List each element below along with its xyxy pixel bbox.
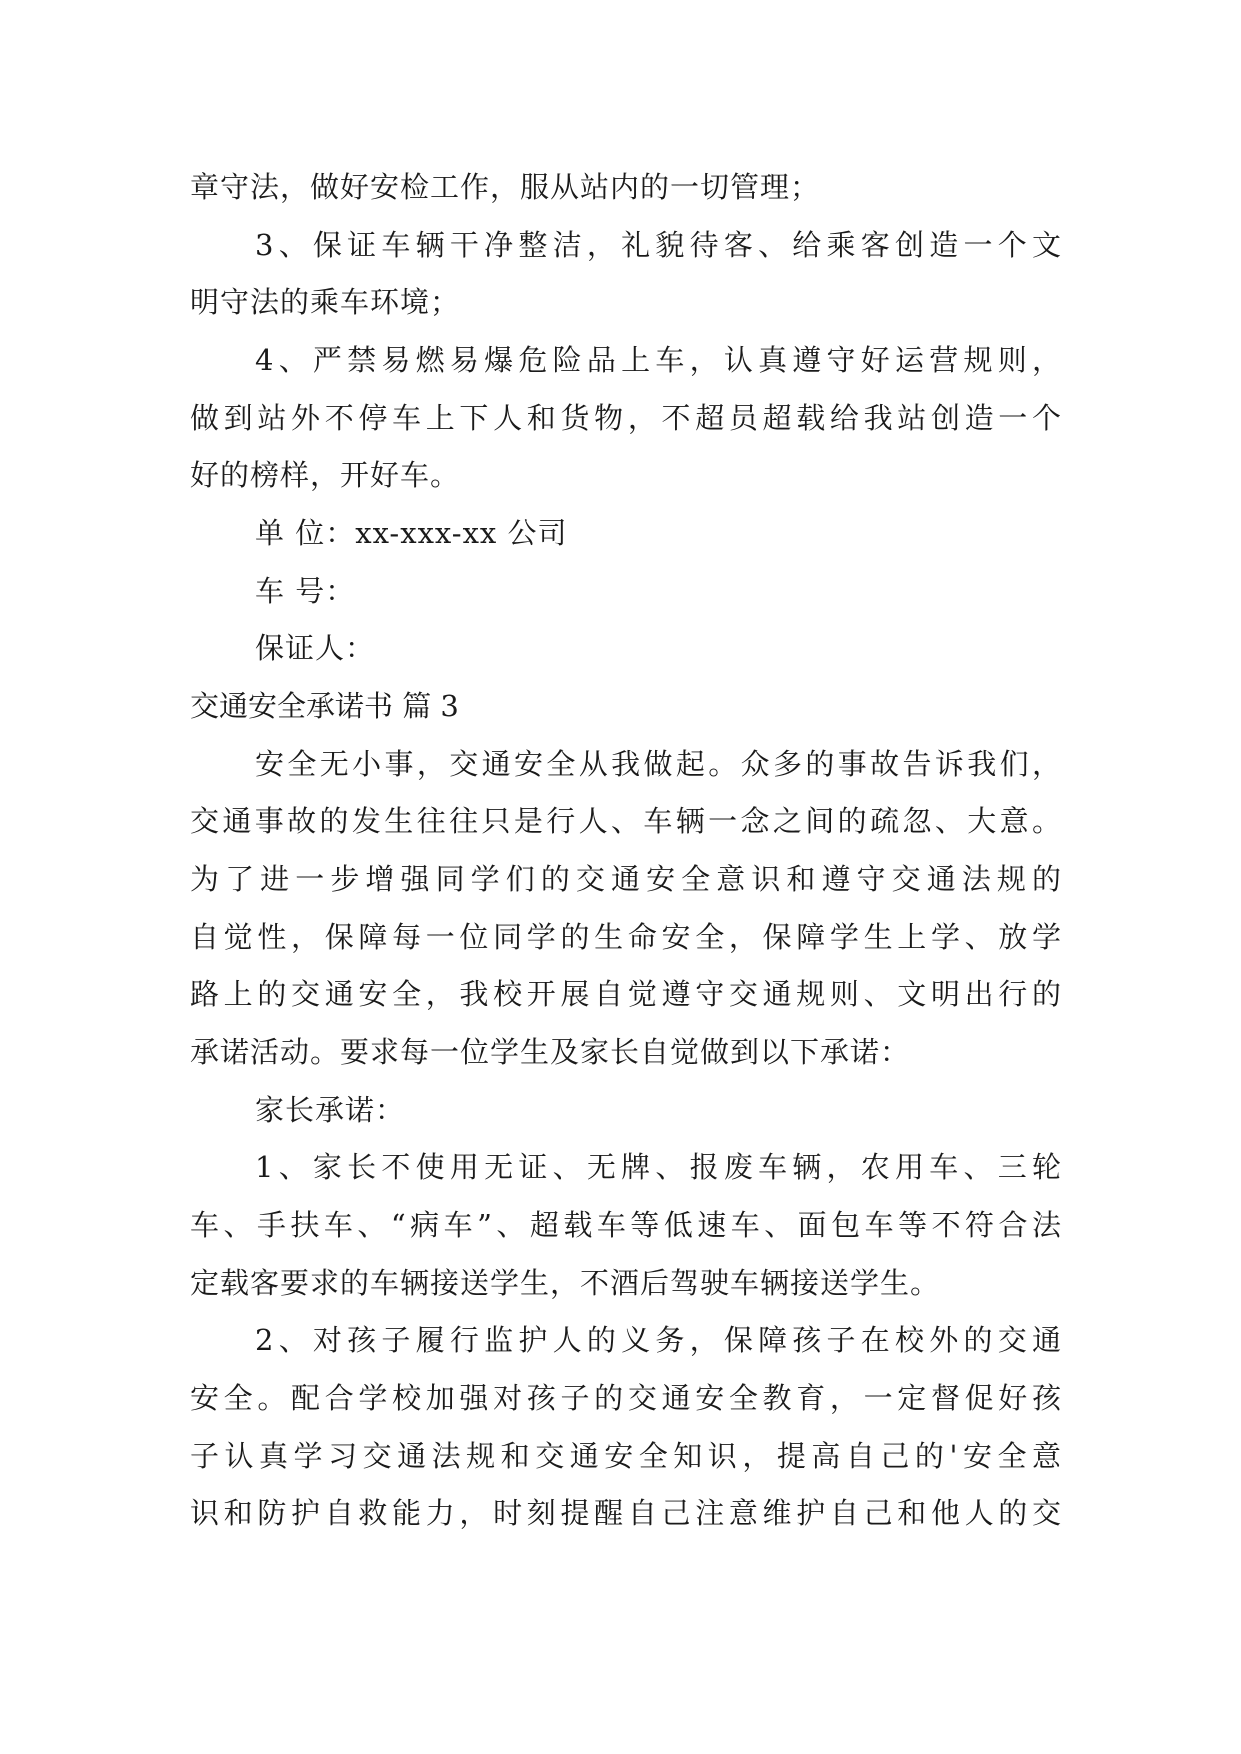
text-line-6: 好的榜样，开好车。 [190,458,461,492]
text-line-11: 安全无小事，交通安全从我做起。众多的事故告诉我们， [255,747,1062,781]
section-heading: 交通安全承诺书 篇 3 [190,689,459,723]
guarantor-line: 保证人： [255,631,376,665]
text-line-12: 交通事故的发生往往只是行人、车辆一念之间的疏忽、大意。 [190,804,1062,838]
vehicle-number-line: 车 号： [255,574,356,608]
text-line-23: 子认真学习交通法规和交通安全知识，提高自己的'安全意 [190,1439,1062,1473]
text-line-21: 2、对孩子履行监护人的义务，保障孩子在校外的交通 [255,1323,1062,1357]
text-line-15: 路上的交通安全，我校开展自觉遵守交通规则、文明出行的 [190,977,1062,1011]
text-line-1: 章守法，做好安检工作，服从站内的一切管理； [190,170,821,204]
text-line-14: 自觉性，保障每一位同学的生命安全，保障学生上学、放学 [190,920,1062,954]
company-line: 单 位：xx-xxx-xx 公司 [255,516,568,550]
text-line-5: 做到站外不停车上下人和货物，不超员超载给我站创造一个 [190,401,1062,435]
text-line-18: 1、家长不使用无证、无牌、报废车辆，农用车、三轮 [255,1150,1062,1184]
text-line-24: 识和防护自救能力，时刻提醒自己注意维护自己和他人的交 [190,1496,1062,1530]
text-line-22: 安全。配合学校加强对孩子的交通安全教育，一定督促好孩 [190,1381,1062,1415]
parent-commitment-label: 家长承诺： [255,1093,406,1127]
text-line-13: 为了进一步增强同学们的交通安全意识和遵守交通法规的 [190,862,1062,896]
text-line-16: 承诺活动。要求每一位学生及家长自觉做到以下承诺： [190,1035,911,1069]
text-line-2: 3、保证车辆干净整洁，礼貌待客、给乘客创造一个文 [255,228,1062,262]
text-line-19: 车、手扶车、“病车”、超载车等低速车、面包车等不符合法 [190,1208,1062,1242]
text-line-4: 4、严禁易燃易爆危险品上车，认真遵守好运营规则， [255,343,1062,377]
text-line-3: 明守法的乘车环境； [190,285,461,319]
text-line-20: 定载客要求的车辆接送学生，不酒后驾驶车辆接送学生。 [190,1266,941,1300]
